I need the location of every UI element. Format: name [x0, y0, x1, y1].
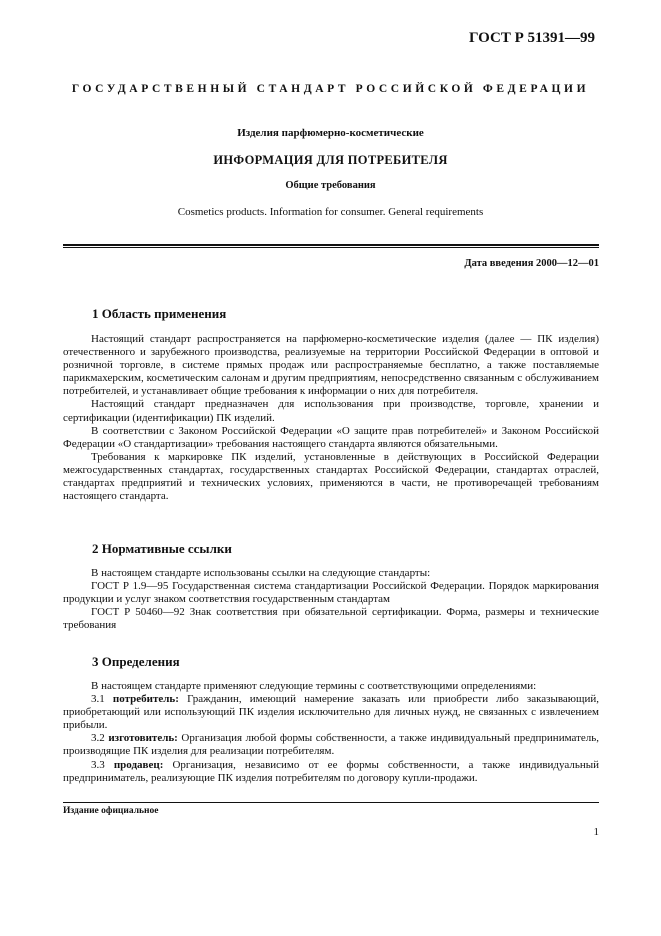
title-divider	[63, 244, 599, 246]
section-2-reference-2: ГОСТ Р 50460—92 Знак соответствия при обязательной сертификации. Форма, размеры и технические требования	[63, 606, 599, 632]
section-2-body	[63, 567, 599, 632]
definition-term: изготовитель:	[108, 732, 178, 745]
definition-number: 3.2	[91, 732, 105, 745]
definition-text: Гражданин, имеющий намерение заказать или приобрести либо заказывающий, приобретающий или использующий ПК изделия исключительно для личных нужд, не связанных с извлечением прибыли.	[63, 693, 600, 732]
section-2-heading: 2 Нормативные ссылки	[92, 541, 232, 556]
english-title: Cosmetics products. Information for consumer. General requirements	[177, 206, 484, 218]
definition-text: Организация, независимо от ее формы собственности, а также индивидуальный предприниматель, реализующие ПК изделия потребителям по договору купли-продажи.	[63, 758, 600, 784]
official-edition-note: Издание официальное	[63, 806, 159, 816]
section-3-body	[63, 680, 599, 785]
section-1-paragraph-4: Требования к маркировке ПК изделий, установленные в действующих в Российской Федерации межгосударственных стандартах, государственных стандартах Российской Федерации, стандартах отраслей, стандартах предприятий и технических условиях, применяются в части, не противоречащей требованиям настоящего стандарта.	[63, 450, 599, 503]
section-1-body	[63, 333, 599, 503]
definition-text: Организация любой формы собственности, а также индивидуальный предприниматель, производящие ПК изделия для реализации потребителям.	[63, 732, 600, 758]
product-category-title: Изделия парфюмерно-косметические	[237, 127, 424, 139]
section-3-paragraph-1: В настоящем стандарте применяют следующие термины с соответствующими определениями:	[91, 680, 537, 692]
section-2-paragraph-1: В настоящем стандарте использованы ссылки на следующие стандарты:	[91, 567, 431, 579]
document-code: ГОСТ Р 51391—99	[468, 30, 595, 46]
document-main-title: ИНФОРМАЦИЯ ДЛЯ ПОТРЕБИТЕЛЯ	[213, 153, 448, 167]
state-standard-title: ГОСУДАРСТВЕННЫЙ СТАНДАРТ РОССИЙСКОЙ ФЕДЕРАЦИИ	[71, 83, 590, 95]
definition-manufacturer	[63, 732, 599, 758]
section-1-paragraph-1: Настоящий стандарт распространяется на парфюмерно-косметические изделия (далее — ПК изделия) отечественного и зарубежного производства, реализуемые на территории Российской Федерации в оптовой и розничной торговле, в системе прямых продаж или распространяемые бесплатно, а также поставляемые парикмахерским, косметическим салонам и другим предприятиям, непосредственно связанным с обслуживанием потребителей, и устанавливает общие требования к информации о них для потребителя.	[63, 333, 599, 398]
section-1-paragraph-3: В соответствии с Законом Российской Федерации «О защите прав потребителей» и Законом Российской Федерации «О стандартизации» требования настоящего стандарта являются обязательными.	[63, 424, 599, 450]
definition-seller	[63, 759, 599, 785]
introduction-date: Дата введения 2000—12—01	[464, 258, 599, 269]
definition-consumer	[63, 693, 599, 732]
section-2-reference-1: ГОСТ Р 1.9—95 Государственная система стандартизации Российской Федерации. Порядок маркирования продукции и услуг знаком соответствия государственным стандартам	[63, 580, 599, 606]
document-subtitle: Общие требования	[285, 180, 376, 191]
page-number: 1	[593, 826, 599, 838]
definition-term: продавец:	[113, 758, 164, 771]
section-1-paragraph-2: Настоящий стандарт предназначен для использования при производстве, торговле, хранении и сертификации (идентификации) ПК изделий.	[63, 398, 599, 424]
title-divider-thin	[63, 247, 599, 248]
definition-term: потребитель:	[112, 693, 179, 706]
definition-number: 3.3	[91, 758, 105, 771]
definition-number: 3.1	[91, 693, 105, 706]
section-1-heading: 1 Область применения	[92, 306, 227, 321]
section-3-heading: 3 Определения	[92, 654, 180, 669]
footer-divider	[63, 802, 599, 803]
